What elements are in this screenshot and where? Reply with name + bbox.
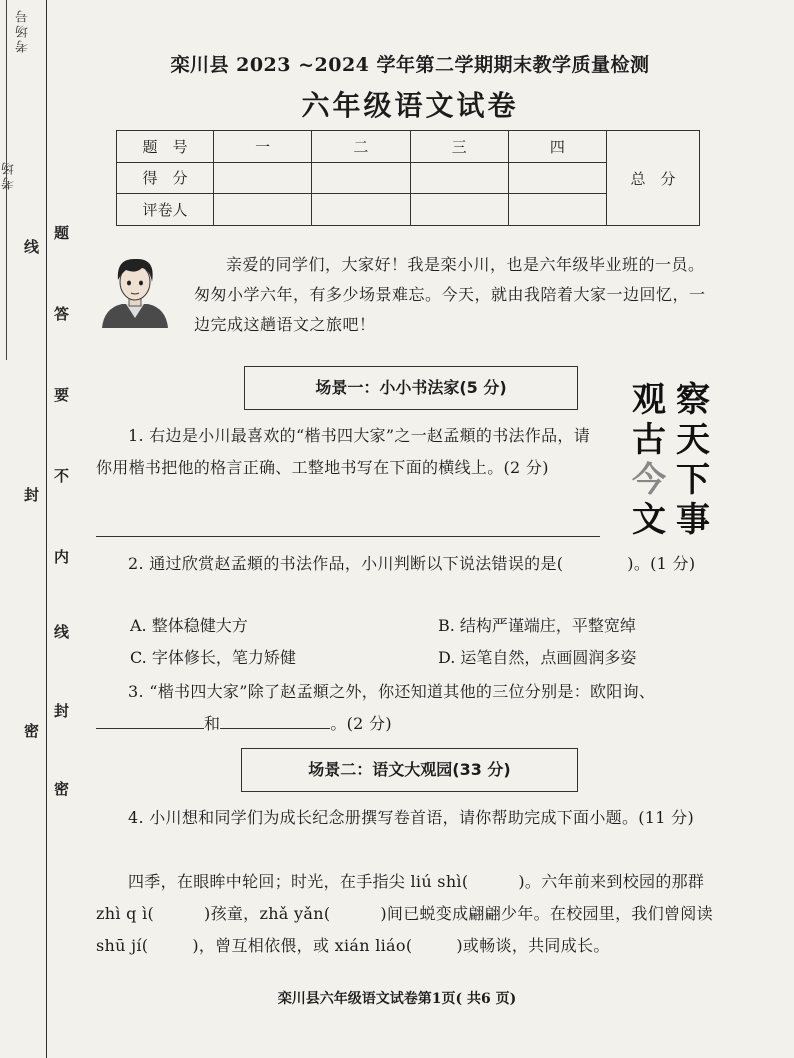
option-b[interactable]: B. 结构严谨端庄，平整宽绰 <box>438 616 636 635</box>
exam-room-label: 考场号 <box>16 8 31 53</box>
answer-blank[interactable] <box>220 712 330 729</box>
passage-text: )或畅谈，共同成长。 <box>456 936 610 955</box>
passage-text: )间已蜕变成翩翩少年。在校园里，我们曾阅读 shū jí( <box>96 904 713 955</box>
column-header: 一 <box>214 131 312 163</box>
question-1: 1. 右边是小川最喜欢的“楷书四大家”之一赵孟頫的书法作品，请你用楷书把他的格言正确、工整地书写在下面的横线上。(2 分) <box>96 426 591 477</box>
exam-title: 栾川县 2023 ~2024 学年第二学期期末教学质量检测 <box>170 54 650 76</box>
row-header: 题 号 <box>117 131 214 163</box>
passage-text: )孩童，zhǎ yǎn( <box>204 904 331 923</box>
column-header: 四 <box>508 131 606 163</box>
passage-text: )，曾互相依偎，或 xián liáo( <box>192 936 413 955</box>
answer-line[interactable] <box>96 536 600 537</box>
exam-room-label-2: 考场 <box>2 160 17 190</box>
scene2-title: 场景二：语文大观园(33 分) <box>241 748 578 792</box>
calligraphy-char: 天 <box>676 420 710 460</box>
calligraphy-char: 事 <box>676 500 710 540</box>
calligraphy-char: 下 <box>676 460 710 500</box>
score-cell[interactable] <box>214 162 312 194</box>
column-header: 三 <box>410 131 508 163</box>
scene1-title: 场景一：小小书法家(5 分) <box>244 366 578 410</box>
row-header: 评卷人 <box>117 194 214 226</box>
calligraphy-char: 古 <box>632 420 666 460</box>
page-footer: 栾川县六年级语文试卷第1页( 共6 页) <box>277 991 517 1007</box>
score-table <box>116 130 700 226</box>
seal-char: 不 <box>54 467 70 485</box>
answer-blank[interactable] <box>96 712 204 729</box>
passage-text: 四季，在眼眸中轮回；时光，在手指尖 liú shì( <box>128 872 469 891</box>
seal-char: 封 <box>24 486 40 504</box>
seal-char: 要 <box>54 386 70 404</box>
student-avatar <box>96 252 174 328</box>
question-4-passage <box>96 866 726 962</box>
seal-char: 密 <box>24 722 40 740</box>
seal-char: 题 <box>54 224 70 242</box>
score-cell[interactable] <box>410 162 508 194</box>
grader-cell[interactable] <box>214 194 312 226</box>
seal-char: 封 <box>54 702 70 720</box>
seal-char: 线 <box>54 623 70 641</box>
option-a[interactable]: A. 整体稳健大方 <box>130 616 248 635</box>
seal-char: 密 <box>54 780 70 798</box>
question-3-end: 。(2 分) <box>330 714 392 733</box>
question-4: 4. 小川想和同学们为成长纪念册撰写卷首语，请你帮助完成下面小题。(11 分) <box>128 808 694 827</box>
intro-text: 亲爱的同学们，大家好！我是栾小川，也是六年级毕业班的一员。匆匆小学六年，有多少场景难忘。今天，就由我陪着大家一边回忆，一边完成这趟语文之旅吧！ <box>194 255 706 334</box>
calligraphy-char: 文 <box>632 500 666 540</box>
calligraphy-char: 察 <box>676 380 710 420</box>
seal-char: 线 <box>24 238 40 256</box>
column-header: 二 <box>312 131 410 163</box>
question-3-text: 3. “楷书四大家”除了赵孟頫之外，你还知道其他的三位分别是：欧阳询、 <box>128 682 656 701</box>
seal-char: 答 <box>54 305 70 323</box>
seal-char: 内 <box>54 548 70 566</box>
score-cell[interactable] <box>508 162 606 194</box>
question-3-and: 和 <box>204 714 221 733</box>
row-header: 得 分 <box>117 162 214 194</box>
question-2-end: )。(1 分) <box>627 554 696 573</box>
question-2 <box>96 548 726 580</box>
total-header: 总 分 <box>607 131 700 226</box>
grader-cell[interactable] <box>312 194 410 226</box>
binding-line <box>46 0 47 1058</box>
passage-text: )。六年前来到校园的那群 zhì q ì( <box>96 872 705 923</box>
score-cell[interactable] <box>312 162 410 194</box>
option-d[interactable]: D. 运笔自然，点画圆润多姿 <box>438 648 637 667</box>
question-2-text: 2. 通过欣赏赵孟頫的书法作品，小川判断以下说法错误的是( <box>128 554 564 573</box>
grader-cell[interactable] <box>410 194 508 226</box>
question-3 <box>96 676 726 740</box>
grader-cell[interactable] <box>508 194 606 226</box>
exam-subtitle: 六年级语文试卷 <box>301 89 519 122</box>
calligraphy-char: 今 <box>632 460 666 500</box>
option-c[interactable]: C. 字体修长，笔力矫健 <box>130 648 296 667</box>
calligraphy-char: 观 <box>632 380 666 420</box>
